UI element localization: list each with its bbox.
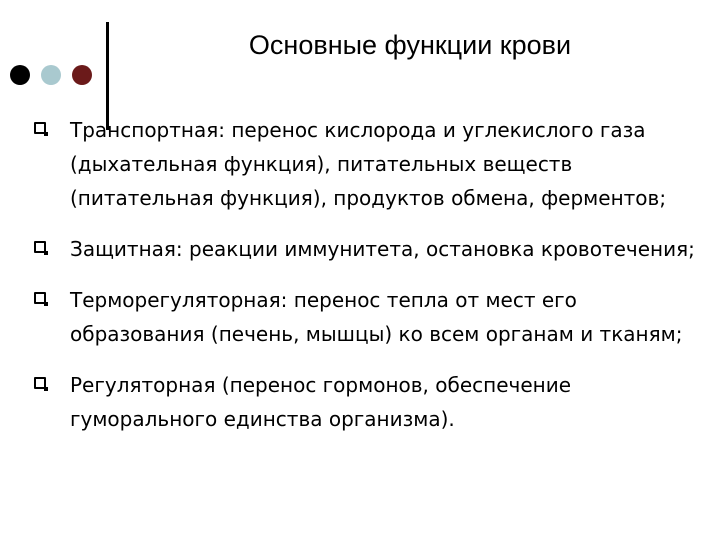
decor-dot-black <box>10 65 30 85</box>
slide-title: Основные функции крови <box>248 30 572 60</box>
list-item-protective <box>34 232 704 266</box>
list-item-text: Терморегуляторная: перенос тепла от мест его образования (печень, мышцы) ко всем органам и тканям; <box>70 288 683 346</box>
square-bullet-icon <box>34 377 46 389</box>
list-item-regulatory <box>34 368 704 436</box>
list-item-transport <box>34 113 704 215</box>
list-item-text: Транспортная: перенос кислорода и углекислого газа (дыхательная функция), питательных веществ (питательная функция), продуктов обмена, ферментов; <box>70 118 667 210</box>
square-bullet-icon <box>34 122 46 134</box>
decor-dot-darkred <box>72 65 92 85</box>
square-bullet-icon <box>34 241 46 253</box>
square-bullet-icon <box>34 292 46 304</box>
list-item-text: Защитная: реакции иммунитета, остановка кровотечения; <box>70 237 695 261</box>
list-item-text: Регуляторная (перенос гормонов, обеспечение гуморального единства организма). <box>70 373 572 431</box>
functions-list <box>34 113 704 453</box>
decor-dot-lightblue <box>41 65 61 85</box>
list-item-thermoregulatory <box>34 283 704 351</box>
